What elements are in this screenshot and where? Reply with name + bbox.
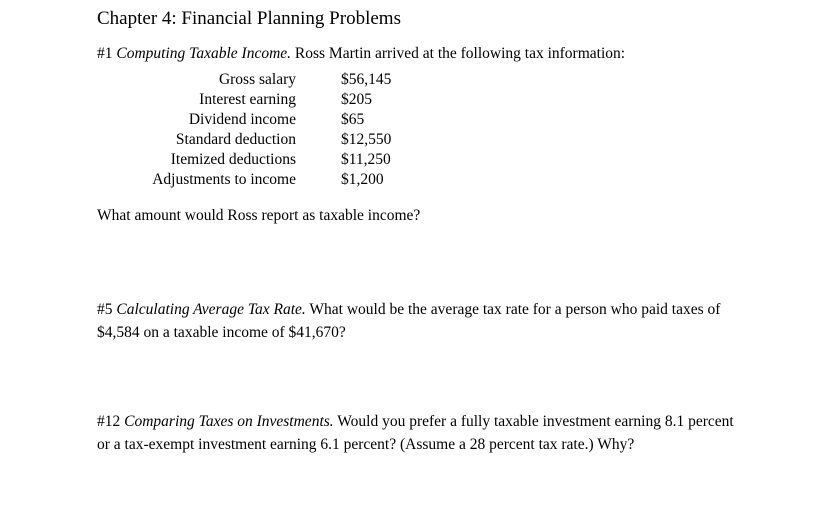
problem-12-text: Would you prefer a fully taxable investment earning 8.1 percent or a tax-exempt investment earning 6.1 percent? (Assume a 28 percent tax rate.) Why? (97, 413, 734, 453)
problem-1-question: What amount would Ross report as taxable income? (97, 207, 421, 224)
problem-12-heading: Comparing Taxes on Investments. (124, 413, 334, 430)
tax-info-label: Gross salary (218, 71, 296, 88)
tax-info-row (0, 151, 828, 171)
tax-info-label: Itemized deductions (170, 151, 296, 168)
tax-info-value: $1,200 (341, 171, 384, 188)
tax-info-value: $65 (341, 111, 365, 128)
problem-5-text: What would be the average tax rate for a person who paid taxes of $4,584 on a taxable income of $41,670? (97, 301, 721, 341)
tax-info-label: Adjustments to income (152, 171, 296, 188)
tax-info-value: $56,145 (341, 71, 392, 88)
problem-1-number: #1 (97, 45, 113, 62)
tax-info-label: Standard deduction (175, 131, 296, 148)
tax-info-row (0, 111, 828, 131)
tax-info-row (0, 171, 828, 191)
problem-1-text: Ross Martin arrived at the following tax information: (294, 45, 626, 62)
problem-12 (97, 410, 737, 456)
tax-info-value: $12,550 (341, 131, 392, 148)
tax-info-row (0, 91, 828, 111)
problem-1-intro (97, 42, 737, 65)
tax-info-value: $205 (341, 91, 372, 108)
chapter-title: Chapter 4: Financial Planning Problems (97, 8, 401, 29)
problem-5-number: #5 (97, 301, 113, 318)
problem-12-number: #12 (97, 413, 121, 430)
problem-5 (97, 298, 737, 344)
tax-info-row (0, 71, 828, 91)
tax-info-row (0, 131, 828, 151)
tax-info-label: Dividend income (188, 111, 296, 128)
tax-info-value: $11,250 (341, 151, 391, 168)
problem-5-heading: Calculating Average Tax Rate. (116, 301, 306, 318)
problem-1-heading: Computing Taxable Income. (116, 45, 292, 62)
tax-info-label: Interest earning (199, 91, 296, 108)
